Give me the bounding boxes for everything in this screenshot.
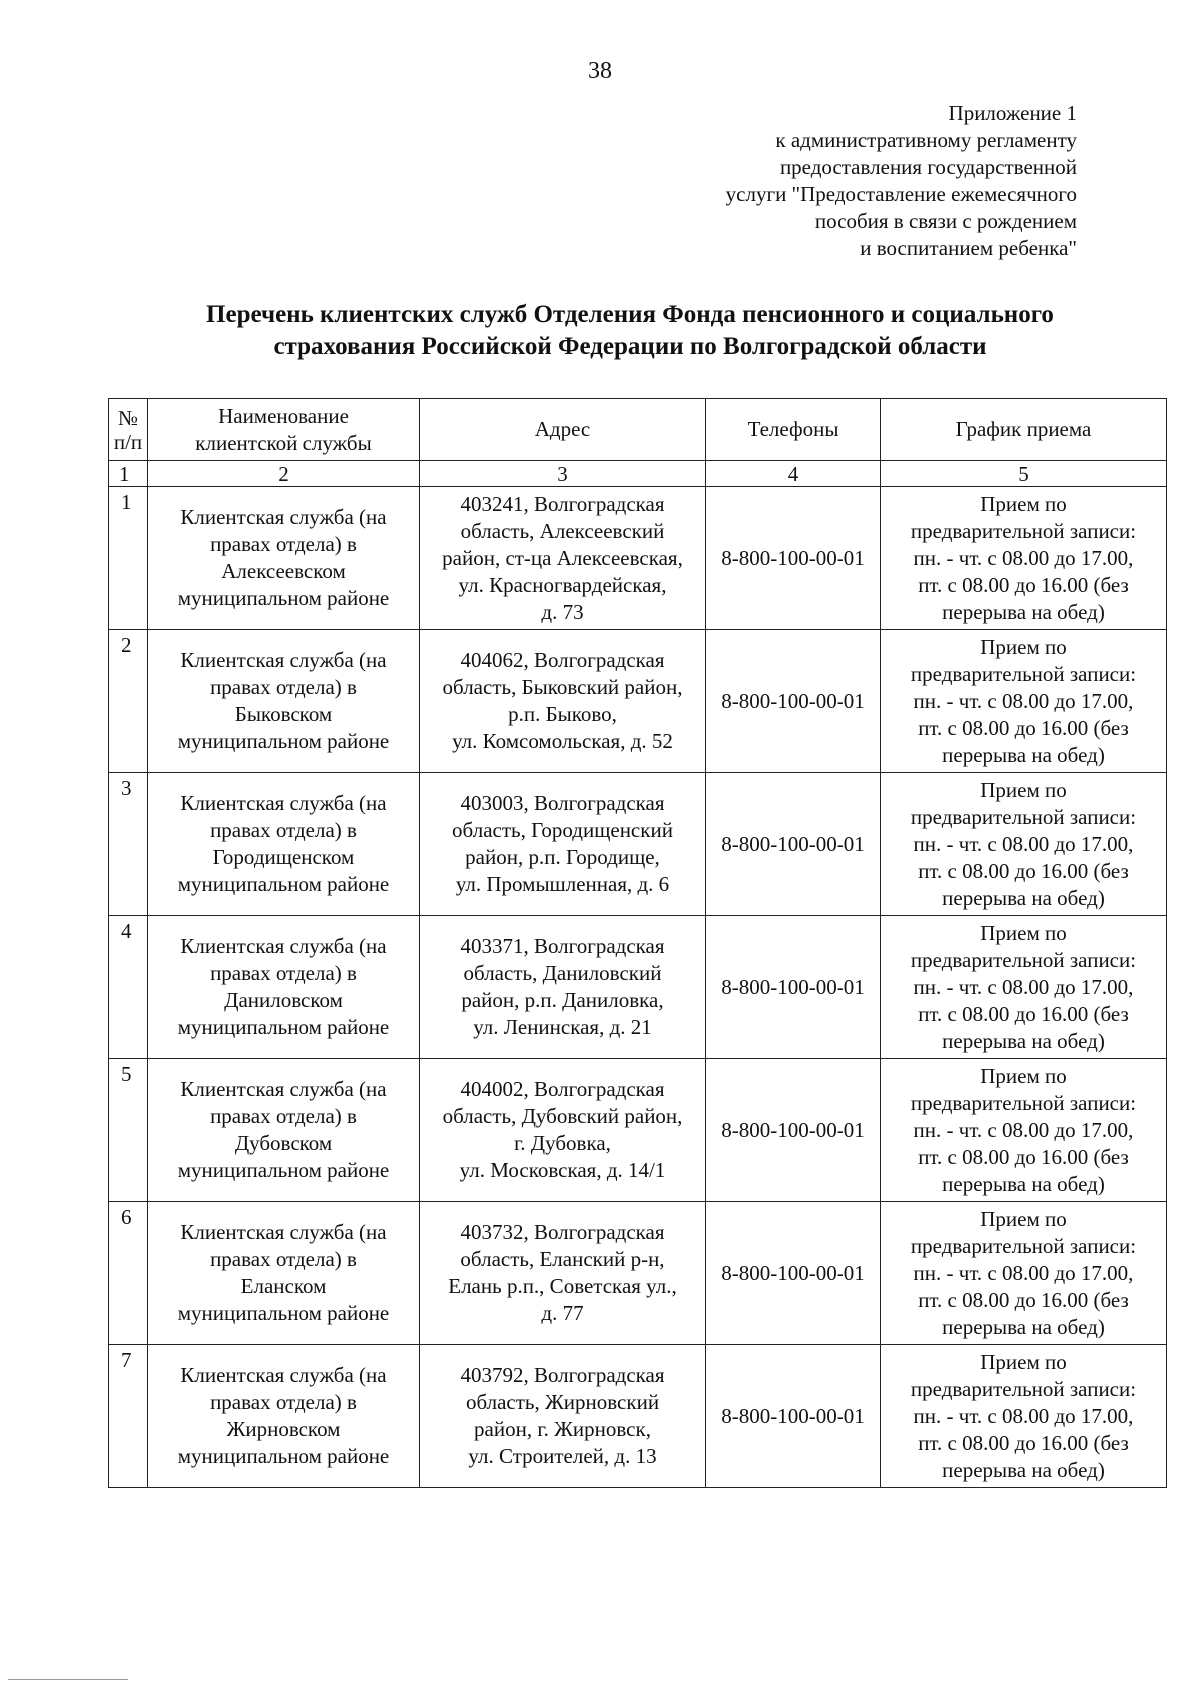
cell-line: предварительной записи:: [910, 804, 1137, 829]
client-services-table: [108, 398, 1167, 1488]
title-line: Перечень клиентских служб Отделения Фонда пенсионного и социального: [206, 301, 1054, 328]
schedule-cell: [881, 773, 1167, 916]
cell-line: муниципальном районе: [177, 586, 390, 610]
appendix-line: к административному регламенту: [775, 128, 1077, 152]
cell-line: 403732, Волгоградская: [460, 1220, 665, 1244]
cell-line: пт. с 08.00 до 16.00 (без: [918, 1430, 1129, 1455]
cell-line: перерыва на обед): [942, 742, 1105, 767]
cell-line: 404002, Волгоградская: [460, 1077, 665, 1101]
cell-line: район, р.п. Даниловка,: [461, 988, 664, 1012]
cell-line: Клиентская служба (на: [180, 1220, 387, 1244]
cell-line: ул. Московская, д. 14/1: [459, 1158, 666, 1182]
cell-line: Клиентская служба (на: [180, 791, 387, 815]
header-phones: Телефоны: [706, 399, 881, 461]
cell-line: муниципальном районе: [177, 1444, 390, 1468]
cell-line: Еланском: [240, 1274, 327, 1298]
cell-line: перерыва на обед): [942, 1457, 1105, 1482]
address-cell: [420, 773, 706, 916]
cell-line: Жирновском: [226, 1417, 341, 1441]
cell-line: Быковском: [234, 702, 333, 726]
cell-line: Прием по: [980, 634, 1067, 659]
cell-line: пт. с 08.00 до 16.00 (без: [918, 1001, 1129, 1026]
document-title: [100, 299, 1160, 363]
service-name-cell: [148, 773, 420, 916]
column-number: 2: [148, 461, 420, 487]
column-number: 3: [420, 461, 706, 487]
column-number: 4: [706, 461, 881, 487]
appendix-line: и воспитанием ребенка": [860, 236, 1077, 260]
column-number: 1: [109, 461, 148, 487]
column-number-row: [109, 461, 1167, 487]
cell-line: предварительной записи:: [910, 1376, 1137, 1401]
service-name-cell: [148, 916, 420, 1059]
cell-line: пт. с 08.00 до 16.00 (без: [918, 858, 1129, 883]
cell-line: ул. Красногвардейская,: [458, 572, 667, 597]
cell-line: пн. - чт. с 08.00 до 17.00,: [913, 974, 1134, 999]
cell-line: правах отдела) в: [210, 532, 357, 556]
cell-line: 403371, Волгоградская: [460, 934, 665, 958]
header-text: п/п: [113, 429, 143, 454]
page-number: 38: [588, 58, 612, 84]
cell-line: пн. - чт. с 08.00 до 17.00,: [913, 831, 1134, 856]
address-cell: [420, 1059, 706, 1202]
cell-line: муниципальном районе: [177, 1015, 390, 1039]
cell-line: предварительной записи:: [910, 518, 1137, 543]
cell-line: г. Дубовка,: [514, 1131, 611, 1155]
schedule-cell: [881, 916, 1167, 1059]
cell-line: Клиентская служба (на: [180, 934, 387, 958]
cell-line: правах отдела) в: [210, 1104, 357, 1128]
table-row: [109, 1202, 1167, 1345]
phone-cell: 8-800-100-00-01: [706, 916, 881, 1059]
cell-line: пт. с 08.00 до 16.00 (без: [918, 1144, 1129, 1169]
cell-line: муниципальном районе: [177, 1158, 390, 1182]
service-name-cell: [148, 1059, 420, 1202]
address-cell: [420, 487, 706, 630]
cell-line: Клиентская служба (на: [180, 1077, 387, 1101]
cell-line: область, Быковский район,: [442, 675, 683, 699]
row-number: 7: [109, 1345, 148, 1488]
header-name: [148, 399, 420, 461]
table-row: [109, 1059, 1167, 1202]
cell-line: перерыва на обед): [942, 1314, 1105, 1339]
cell-line: Прием по: [980, 777, 1067, 802]
row-number: 6: [109, 1202, 148, 1345]
cell-line: область, Жирновский: [465, 1390, 660, 1414]
cell-line: д. 77: [541, 1301, 584, 1325]
row-number: 3: [109, 773, 148, 916]
cell-line: пт. с 08.00 до 16.00 (без: [918, 1287, 1129, 1312]
cell-line: пн. - чт. с 08.00 до 17.00,: [913, 1117, 1134, 1142]
appendix-line: предоставления государственной: [779, 155, 1077, 179]
cell-line: район, ст-ца Алексеевская,: [442, 545, 683, 570]
service-name-cell: [148, 630, 420, 773]
cell-line: перерыва на обед): [942, 599, 1105, 624]
phone-cell: 8-800-100-00-01: [706, 1059, 881, 1202]
cell-line: Прием по: [980, 1063, 1067, 1088]
cell-line: перерыва на обед): [942, 1028, 1105, 1053]
phone-cell: 8-800-100-00-01: [706, 1345, 881, 1488]
appendix-line: Приложение 1: [948, 101, 1077, 125]
appendix-note: [726, 100, 1077, 262]
cell-line: Клиентская служба (на: [180, 1363, 387, 1387]
cell-line: Прием по: [980, 1206, 1067, 1231]
phone-cell: 8-800-100-00-01: [706, 773, 881, 916]
cell-line: Клиентская служба (на: [180, 505, 387, 529]
header-row: [109, 399, 1167, 461]
cell-line: предварительной записи:: [910, 947, 1137, 972]
header-text: клиентской службы: [195, 430, 372, 455]
schedule-cell: [881, 1202, 1167, 1345]
table-row: [109, 916, 1167, 1059]
cell-line: область, Даниловский: [463, 961, 662, 985]
cell-line: Городищенском: [212, 845, 355, 869]
appendix-line: услуги "Предоставление ежемесячного: [725, 182, 1077, 206]
cell-line: предварительной записи:: [910, 1233, 1137, 1258]
cell-line: пн. - чт. с 08.00 до 17.00,: [913, 1403, 1134, 1428]
table-row: [109, 630, 1167, 773]
cell-line: перерыва на обед): [942, 885, 1105, 910]
cell-line: Даниловском: [224, 988, 343, 1012]
cell-line: область, Дубовский район,: [442, 1104, 683, 1128]
service-name-cell: [148, 1202, 420, 1345]
cell-line: правах отдела) в: [210, 1390, 357, 1414]
phone-cell: 8-800-100-00-01: [706, 630, 881, 773]
cell-line: правах отдела) в: [210, 675, 357, 699]
row-number: 2: [109, 630, 148, 773]
title-line: страхования Российской Федерации по Волгоградской области: [273, 333, 987, 360]
cell-line: 403792, Волгоградская: [460, 1363, 665, 1387]
cell-line: пн. - чт. с 08.00 до 17.00,: [913, 1260, 1134, 1285]
cell-line: район, р.п. Городище,: [465, 845, 660, 869]
cell-line: Прием по: [980, 491, 1067, 516]
service-name-cell: [148, 1345, 420, 1488]
cell-line: пт. с 08.00 до 16.00 (без: [918, 572, 1129, 597]
column-number: 5: [881, 461, 1167, 487]
appendix-line: пособия в связи с рождением: [814, 209, 1077, 233]
cell-line: предварительной записи:: [910, 661, 1137, 686]
cell-line: пт. с 08.00 до 16.00 (без: [918, 715, 1129, 740]
cell-line: пн. - чт. с 08.00 до 17.00,: [913, 545, 1134, 570]
cell-line: ул. Ленинская, д. 21: [473, 1015, 652, 1039]
cell-line: 404062, Волгоградская: [460, 648, 665, 672]
scan-edge-mark: [8, 1679, 128, 1682]
cell-line: муниципальном районе: [177, 729, 390, 753]
address-cell: [420, 1202, 706, 1345]
cell-line: ул. Промышленная, д. 6: [455, 872, 670, 896]
row-number: 1: [109, 487, 148, 630]
schedule-cell: [881, 630, 1167, 773]
header-number: [109, 399, 148, 461]
cell-line: Елань р.п., Советская ул.,: [448, 1274, 677, 1298]
cell-line: Дубовском: [234, 1131, 333, 1155]
table-row: [109, 487, 1167, 630]
table-row: [109, 773, 1167, 916]
cell-line: Алексеевском: [221, 559, 346, 583]
header-text: №: [117, 405, 139, 430]
cell-line: 403241, Волгоградская: [460, 491, 665, 516]
address-cell: [420, 1345, 706, 1488]
phone-cell: 8-800-100-00-01: [706, 1202, 881, 1345]
phone-cell: 8-800-100-00-01: [706, 487, 881, 630]
header-schedule: График приема: [881, 399, 1167, 461]
schedule-cell: [881, 1345, 1167, 1488]
header-text: Наименование: [218, 403, 349, 428]
cell-line: д. 73: [541, 599, 584, 624]
schedule-cell: [881, 1059, 1167, 1202]
cell-line: муниципальном районе: [177, 1301, 390, 1325]
cell-line: Прием по: [980, 1349, 1067, 1374]
cell-line: 403003, Волгоградская: [460, 791, 665, 815]
row-number: 4: [109, 916, 148, 1059]
cell-line: Прием по: [980, 920, 1067, 945]
cell-line: область, Городищенский: [452, 818, 673, 842]
cell-line: перерыва на обед): [942, 1171, 1105, 1196]
cell-line: пн. - чт. с 08.00 до 17.00,: [913, 688, 1134, 713]
cell-line: ул. Комсомольская, д. 52: [452, 729, 673, 753]
address-cell: [420, 916, 706, 1059]
cell-line: правах отдела) в: [210, 961, 357, 985]
cell-line: правах отдела) в: [210, 1247, 357, 1271]
cell-line: район, г. Жирновск,: [474, 1417, 651, 1441]
cell-line: предварительной записи:: [910, 1090, 1137, 1115]
header-address: Адрес: [420, 399, 706, 461]
row-number: 5: [109, 1059, 148, 1202]
cell-line: область, Алексеевский: [460, 518, 665, 543]
service-name-cell: [148, 487, 420, 630]
cell-line: правах отдела) в: [210, 818, 357, 842]
cell-line: Клиентская служба (на: [180, 648, 387, 672]
cell-line: муниципальном районе: [177, 872, 390, 896]
cell-line: р.п. Быково,: [508, 702, 617, 726]
address-cell: [420, 630, 706, 773]
table-row: [109, 1345, 1167, 1488]
schedule-cell: [881, 487, 1167, 630]
cell-line: область, Еланский р-н,: [460, 1247, 665, 1271]
cell-line: ул. Строителей, д. 13: [468, 1444, 657, 1468]
